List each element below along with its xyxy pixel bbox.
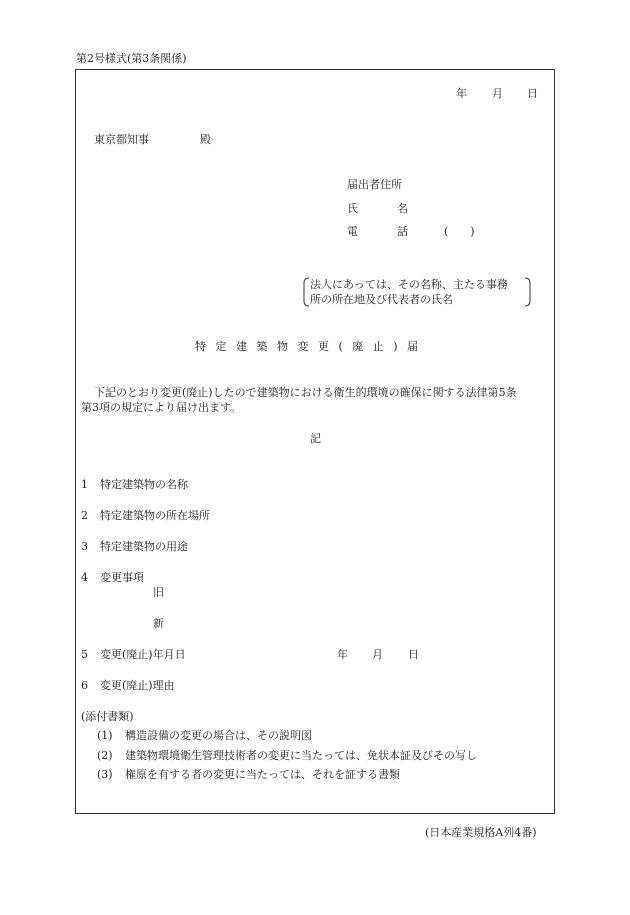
addressee-name: 東京都知事 xyxy=(94,133,149,146)
date-day: 日 xyxy=(527,87,538,100)
ki-label: 記 xyxy=(310,432,321,445)
attachment-2-num: (2) xyxy=(97,749,113,762)
item-5-label: 変更(廃止)年月日 xyxy=(100,648,186,661)
corporate-note-line2: 所の所在地及び代表者の氏名 xyxy=(310,293,453,306)
attachments-heading: (添付書類) xyxy=(81,710,134,723)
addressee-honorific: 殿 xyxy=(200,133,211,146)
body-text-line1: 下記のとおり変更(廃止)したので建築物における衛生的環境の確保に関する法律第5条 xyxy=(94,386,517,399)
item-2-label: 特定建築物の所在場所 xyxy=(100,509,210,522)
item-2-num: 2 xyxy=(81,509,88,522)
applicant-name-label-2: 名 xyxy=(397,202,408,215)
item-1-label: 特定建築物の名称 xyxy=(100,478,188,491)
attachment-2-text: 建築物環境衛生管理技術者の変更に当たっては、免状本証及びその写し xyxy=(125,749,477,762)
item-5-year: 年 xyxy=(337,648,348,661)
change-old-label: 旧 xyxy=(153,586,164,599)
item-4-num: 4 xyxy=(81,571,88,584)
item-3-num: 3 xyxy=(81,540,88,553)
applicant-phone-parens: ( ) xyxy=(444,225,475,238)
attachment-3-text: 権原を有する者の変更に当たっては、それを証する書類 xyxy=(125,768,400,781)
date-month: 月 xyxy=(492,87,503,100)
corporate-note-line1: 法人にあっては、その名称、主たる事務 xyxy=(310,278,508,291)
applicant-phone-label-1: 電 xyxy=(347,225,358,238)
item-5-month: 月 xyxy=(372,648,383,661)
item-4-label: 変更事項 xyxy=(100,571,144,584)
item-3-label: 特定建築物の用途 xyxy=(100,540,188,553)
attachment-1-text: 構造設備の変更の場合は、その説明図 xyxy=(125,729,312,742)
item-6-label: 変更(廃止)理由 xyxy=(100,679,175,692)
item-1-num: 1 xyxy=(81,478,88,491)
body-text-line2: 第3項の規定により届け出ます。 xyxy=(81,401,242,414)
applicant-name-label-1: 氏 xyxy=(347,202,358,215)
item-5-day: 日 xyxy=(408,648,419,661)
footer-note: (日本産業規格A列4番) xyxy=(425,826,537,839)
applicant-phone-label-2: 話 xyxy=(397,225,408,238)
item-6-num: 6 xyxy=(81,679,88,692)
document-title: 特 定 建 築 物 変 更 ( 廃 止 ) 届 xyxy=(195,340,419,353)
form-number: 第2号様式(第3条関係) xyxy=(76,52,187,65)
date-year: 年 xyxy=(456,87,467,100)
attachment-1-num: (1) xyxy=(97,729,113,742)
item-5-num: 5 xyxy=(81,648,88,661)
change-new-label: 新 xyxy=(153,617,164,630)
attachment-3-num: (3) xyxy=(97,768,113,781)
applicant-address-label: 届出者住所 xyxy=(347,178,402,191)
